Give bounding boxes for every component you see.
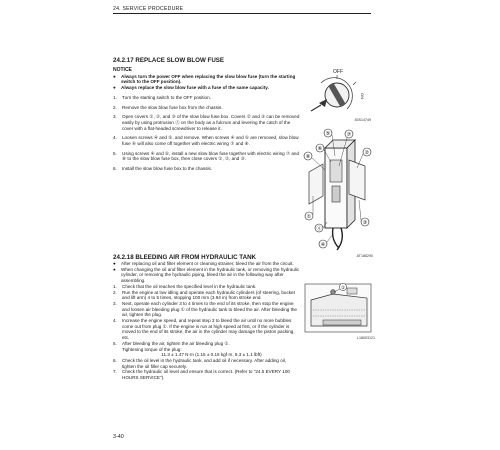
hydraulic-tank-figure: [303, 280, 375, 340]
plug-callout: ①: [340, 286, 346, 291]
fuse-callout: ⑥: [317, 146, 323, 152]
fuse-callout: ⑦: [346, 132, 352, 138]
section-bleed-air: [113, 254, 301, 381]
step-item: 5. After bleeding the air, tighten the air bleeding plug ①.: [113, 340, 230, 346]
notice-item: ● Always replace the slow blow fuse with a fuse of the same capacity.: [113, 85, 269, 91]
bullet-item: ● When changing the oil and filter element in the hydraulic tank, or removing the hydraulic cylinder, or removing the hydraulic piping, bleed the air in the following way after assembling.: [113, 266, 300, 284]
step-item: 1. Check that the oil reaches the specified level in the hydraulic tank.: [113, 283, 257, 289]
step-item: 5. Using screws ④ and ⑤, install a new slow blow fuse together with electric wiring ⑦ and ⑧ to the slow blow fuse box, then close covers ①, ②, and ③.: [113, 150, 300, 162]
figure-code: AT188290: [356, 254, 373, 258]
notice-item: ● Always turn the power OFF when replacing the slow blow fuse (turn the starting switch to the OFF position).: [113, 73, 296, 85]
bullet-item: ● After replacing oil and filter element or cleaning strainer, bleed the air from the circuit.: [113, 261, 294, 266]
step-item: 4. Increase the engine speed, and repeat step 3 to bleed the air until no more bubbles come out from plug ①. If the engine is run at high speed at first, or if the cylinder is moved to the end of its stroke, the air in the cylinder may damage the piston packing, etc.: [113, 318, 295, 341]
fuse-callout: ①: [306, 214, 312, 220]
figure-code: L18003121: [357, 336, 375, 340]
starting-switch-figure: [303, 63, 371, 121]
figure-code: 83S14749: [354, 118, 371, 122]
switch-off-label: OFF: [333, 69, 343, 75]
step-item: 4. Loosen screws ④ and ⑤, and remove. When screws ④ and ⑤ are removed, slow blow fuse ⑥ will also come off together with electric wiring ⑦ and ⑧.: [113, 135, 299, 147]
fuse-callout: ④: [320, 242, 326, 248]
step-item: 6. Install the slow blow fuse box to the chassis.: [113, 166, 213, 172]
step-item: 2. Remove the slow blow fuse box from the chassis.: [113, 104, 223, 110]
section-title: 24.2.17 REPLACE SLOW BLOW FUSE: [113, 57, 225, 64]
notice-heading: NOTICE: [113, 67, 132, 73]
step-item: 2. Run the engine at low idling and operate each hydraulic cylinders (of steering, bucket and lift arm) 4 to 5 times, stopping 100 mm (3.94 in) from stroke end.: [113, 289, 295, 301]
fuse-callout: ⑤: [325, 131, 331, 137]
step-item: 1. Turn the starting switch to the OFF position.: [113, 94, 211, 100]
torque-label: Tightening torque of the plug:: [122, 346, 182, 352]
torque-spec: [113, 347, 301, 358]
fuse-box-figure: [303, 126, 373, 258]
step-item: 7. Check the hydraulic oil level and ensure that is correct. (Refer to "24.5 EVERY 100 HOURS SERVICE").: [113, 369, 290, 381]
hydraulic-tank-drawing: [303, 280, 375, 336]
fuse-box-drawing: [303, 126, 373, 254]
step-item: 6. Check the oil level in the hydraulic tank, and add oil if necessary. After adding oil, tighten the oil filler cap securely.: [113, 357, 287, 369]
fuse-callout: ②: [364, 150, 370, 156]
page-header: 24. SERVICE PROCEDURE: [113, 6, 371, 14]
fuse-callout: Ⓐ: [316, 226, 322, 232]
section-replace-fuse: [113, 57, 301, 172]
switch-on-label: ON: [360, 93, 365, 99]
step-item: 3. Open covers ①, ②, and ③ of the slow blow fuse box. Covers ② and ③ can be removed easily by using protrusion Ⓐ on the body as a fulcrum and levering the catch of the cover with a flat-headed screwdriver to release it.: [113, 114, 300, 131]
fuse-callout: ③: [362, 220, 368, 226]
page-number: 3-40: [113, 434, 124, 440]
section-title: 24.2.18 BLEEDING AIR FROM HYDRAULIC TANK: [113, 254, 257, 261]
starting-switch-drawing: [303, 63, 371, 121]
step-item: 3. Next, operate each cylinder 3 to 4 times to the end of its stroke, then stop the engine and loosen air bleeding plug ① of the hydraulic tank to bleed the air. After bleeding the air, tighten the plug.: [113, 300, 297, 318]
fuse-callout: ⑧: [305, 154, 311, 160]
torque-value: 11.3 ± 1.47 N·m (1.15 ± 0.15 kgf·m, 8.3 ± 1.1 lbft): [161, 352, 262, 358]
